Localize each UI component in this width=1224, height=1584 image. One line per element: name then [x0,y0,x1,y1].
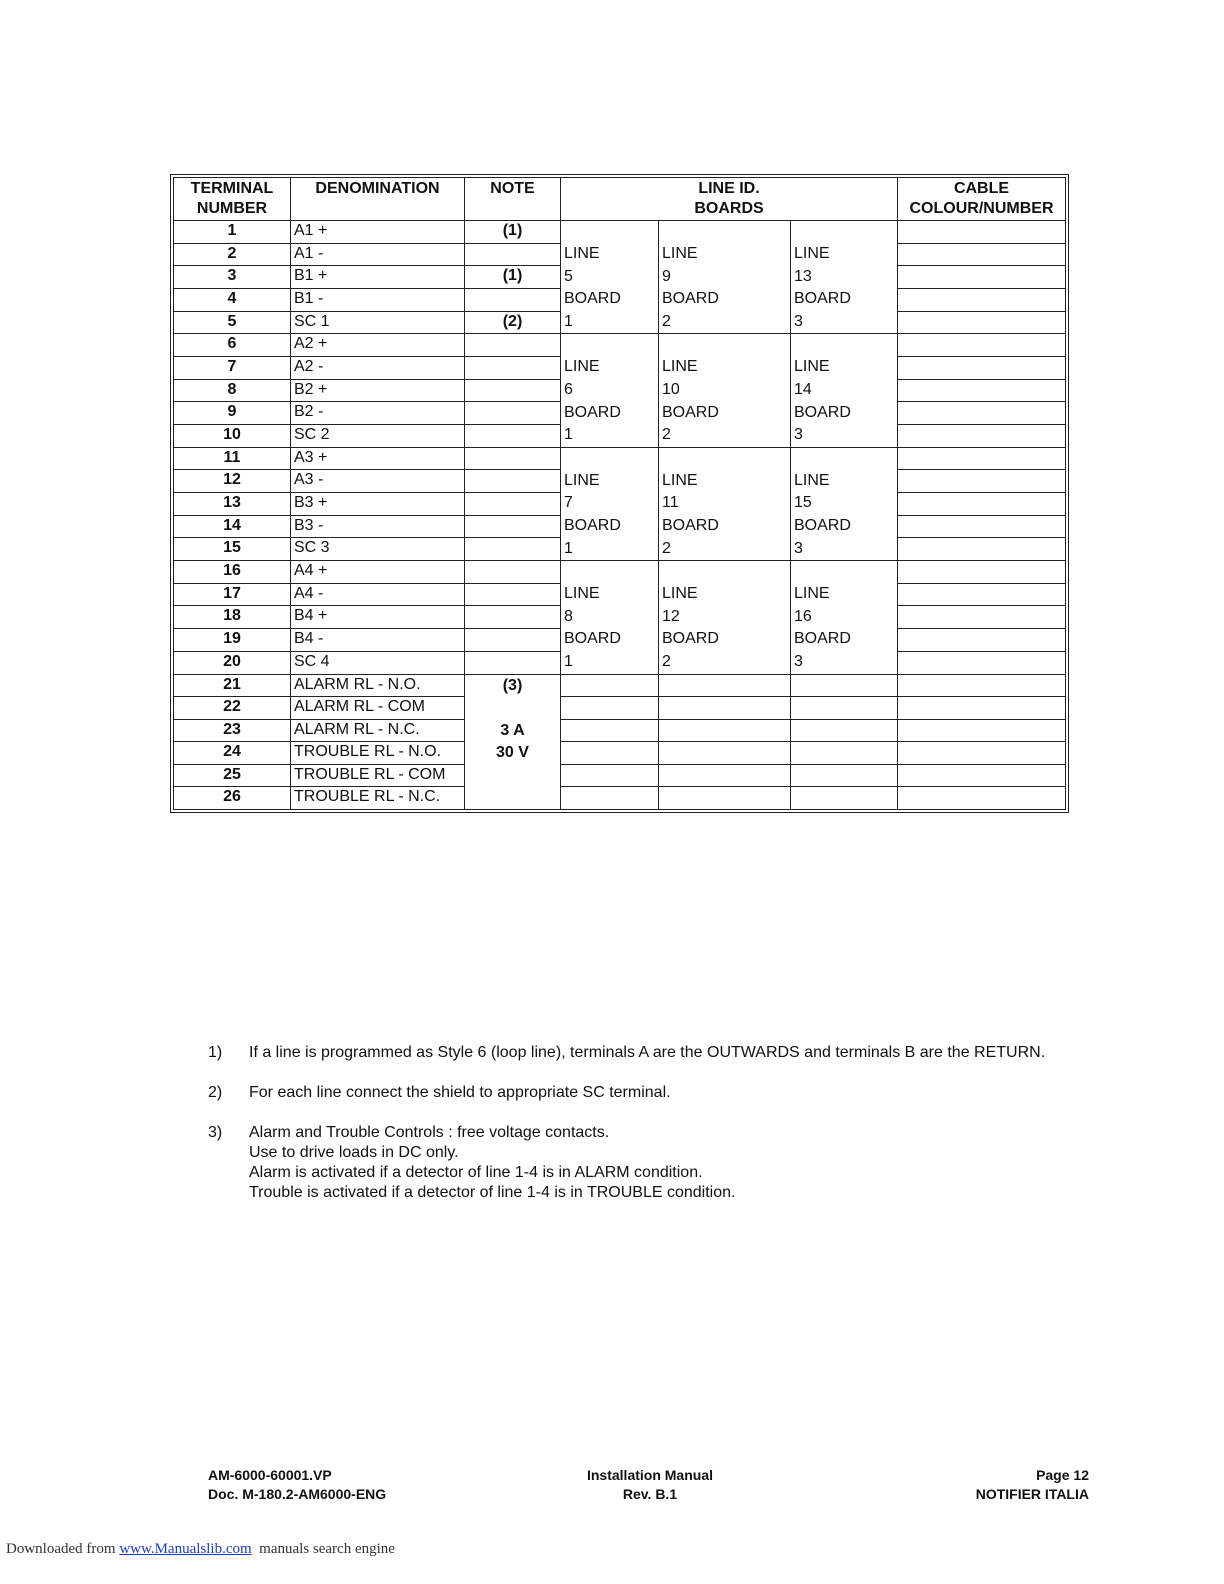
terminal-table [173,177,1066,810]
table-row [174,764,1066,787]
cable-colour-cell[interactable] [898,266,1066,289]
doc-number: Doc. M-180.2-AM6000-ENG [208,1486,387,1502]
denomination-cell: B2 - [291,402,465,425]
note-cell [465,243,561,266]
note-cell: (1) [465,221,561,244]
note-cell [465,357,561,380]
terminal-number-cell: 9 [174,402,291,425]
line-board-cell: LINE 7 BOARD 1 [561,447,659,560]
terminal-number-cell: 2 [174,243,291,266]
cable-colour-cell[interactable] [898,447,1066,470]
line-board-cell: LINE 5 BOARD 1 [561,221,659,334]
denomination-cell: A3 - [291,470,465,493]
footnote-item [208,1083,1045,1103]
cable-colour-cell[interactable] [898,606,1066,629]
terminal-number-cell: 16 [174,561,291,584]
cable-colour-cell[interactable] [898,493,1066,516]
note-cell [465,447,561,470]
cable-colour-cell[interactable] [898,515,1066,538]
manual-title: Installation Manual [586,1467,713,1483]
empty-line-cell [561,719,659,742]
denomination-cell: SC 2 [291,425,465,448]
line-board-cell: LINE 11 BOARD 2 [659,447,791,560]
terminal-number-cell: 15 [174,538,291,561]
denomination-cell: A4 - [291,583,465,606]
company-name: NOTIFIER ITALIA [975,1486,1089,1502]
cable-colour-cell[interactable] [898,538,1066,561]
note-cell [465,538,561,561]
cable-colour-cell[interactable] [898,764,1066,787]
denomination-cell: TROUBLE RL - N.O. [291,742,465,765]
empty-line-cell [561,764,659,787]
terminal-number-cell: 1 [174,221,291,244]
cable-colour-cell[interactable] [898,221,1066,244]
terminal-number-cell: 8 [174,379,291,402]
header-note: NOTE [465,178,561,221]
terminal-number-cell: 11 [174,447,291,470]
cable-colour-cell[interactable] [898,311,1066,334]
denomination-cell: ALARM RL - N.C. [291,719,465,742]
footnote-item [208,1123,1045,1203]
terminal-number-cell: 23 [174,719,291,742]
note-cell: (2) [465,311,561,334]
line-board-cell: LINE 9 BOARD 2 [659,221,791,334]
cable-colour-cell[interactable] [898,357,1066,380]
footnote-line: Trouble is activated if a detector of line 1-4 is in TROUBLE condition. [249,1184,736,1201]
revision: Rev. B.1 [622,1486,678,1502]
empty-line-cell [659,764,791,787]
terminal-number-cell: 25 [174,764,291,787]
footnote-line: Use to drive loads in DC only. [249,1144,459,1161]
cable-colour-cell[interactable] [898,651,1066,674]
empty-line-cell [561,697,659,720]
terminal-number-cell: 4 [174,289,291,312]
terminal-number-cell: 3 [174,266,291,289]
denomination-cell: A2 - [291,357,465,380]
denomination-cell: B4 + [291,606,465,629]
terminal-number-cell: 5 [174,311,291,334]
footnote-text [249,1043,1045,1063]
empty-line-cell [791,764,898,787]
terminal-number-cell: 6 [174,334,291,357]
denomination-cell: B3 - [291,515,465,538]
denomination-cell: A4 + [291,561,465,584]
footnotes [208,1043,1045,1223]
footnote-item [208,1043,1045,1063]
line-board-cell: LINE 16 BOARD 3 [791,561,898,674]
empty-line-cell [791,719,898,742]
empty-line-cell [561,787,659,810]
page-number: Page 12 [1036,1467,1089,1483]
note-cell [465,334,561,357]
cable-colour-cell[interactable] [898,289,1066,312]
table-header-row [174,178,1066,221]
table-row [174,674,1066,697]
footer-left [208,1466,386,1504]
table-row [174,561,1066,584]
header-terminal-number: TERMINAL NUMBER [174,178,291,221]
terminal-number-cell: 19 [174,629,291,652]
empty-line-cell [791,697,898,720]
table-row [174,447,1066,470]
line-board-cell: LINE 15 BOARD 3 [791,447,898,560]
denomination-cell: B1 + [291,266,465,289]
table-row [174,742,1066,765]
denomination-cell: A3 + [291,447,465,470]
cable-colour-cell[interactable] [898,629,1066,652]
footnote-line: Alarm and Trouble Controls : free voltage contacts. [249,1124,610,1141]
terminal-number-cell: 26 [174,787,291,810]
empty-line-cell [791,787,898,810]
table-row [174,221,1066,244]
cable-colour-cell[interactable] [898,470,1066,493]
cable-colour-cell[interactable] [898,379,1066,402]
denomination-cell: TROUBLE RL - N.C. [291,787,465,810]
table-row [174,787,1066,810]
download-prefix: Downloaded from [6,1541,120,1557]
terminal-number-cell: 12 [174,470,291,493]
download-credit [6,1541,395,1558]
terminal-number-cell: 24 [174,742,291,765]
cable-colour-cell[interactable] [898,674,1066,697]
line-board-cell: LINE 8 BOARD 1 [561,561,659,674]
terminal-number-cell: 14 [174,515,291,538]
footnote-number: 3) [208,1124,223,1141]
cable-colour-cell[interactable] [898,334,1066,357]
denomination-cell: ALARM RL - N.O. [291,674,465,697]
terminal-table-frame [170,174,1069,813]
footer-right [976,1466,1089,1504]
empty-line-cell [791,674,898,697]
line-board-cell: LINE 10 BOARD 2 [659,334,791,447]
footer-center [580,1466,720,1504]
note-cell [465,561,561,584]
footnote-number: 2) [208,1084,223,1101]
terminal-number-cell: 13 [174,493,291,516]
empty-line-cell [659,697,791,720]
cable-colour-cell[interactable] [898,243,1066,266]
note-cell [465,651,561,674]
empty-line-cell [561,674,659,697]
table-row [174,334,1066,357]
header-line-id-boards: LINE ID. BOARDS [561,178,898,221]
header-cable-colour-number: CABLE COLOUR/NUMBER [898,178,1066,221]
note-cell [465,425,561,448]
empty-line-cell [659,787,791,810]
denomination-cell: A2 + [291,334,465,357]
line-board-cell: LINE 12 BOARD 2 [659,561,791,674]
cable-colour-cell[interactable] [898,583,1066,606]
line-board-cell: LINE 6 BOARD 1 [561,334,659,447]
note-cell [465,606,561,629]
denomination-cell: SC 3 [291,538,465,561]
footnote-line: For each line connect the shield to appropriate SC terminal. [249,1084,671,1101]
denomination-cell: B3 + [291,493,465,516]
manualslib-link[interactable]: www.Manualslib.com [119,1541,252,1557]
terminal-number-cell: 18 [174,606,291,629]
table-row [174,697,1066,720]
note-cell: (1) [465,266,561,289]
table-row [174,719,1066,742]
note-cell [465,629,561,652]
cable-colour-cell[interactable] [898,719,1066,742]
denomination-cell: SC 4 [291,651,465,674]
footnote-line: Alarm is activated if a detector of line 1-4 is in ALARM condition. [249,1164,703,1181]
cable-colour-cell[interactable] [898,561,1066,584]
download-suffix: manuals search engine [251,1541,395,1557]
empty-line-cell [791,742,898,765]
footnote-text [249,1083,671,1103]
denomination-cell: B2 + [291,379,465,402]
note-cell [465,493,561,516]
terminal-number-cell: 7 [174,357,291,380]
footnote-number: 1) [208,1044,223,1061]
denomination-cell: B4 - [291,629,465,652]
terminal-number-cell: 21 [174,674,291,697]
footnote-line: If a line is programmed as Style 6 (loop line), terminals A are the OUTWARDS and terminals B are the RETURN. [249,1044,1046,1061]
empty-line-cell [659,719,791,742]
denomination-cell: TROUBLE RL - COM [291,764,465,787]
cable-colour-cell[interactable] [898,697,1066,720]
denomination-cell: ALARM RL - COM [291,697,465,720]
note-cell [465,379,561,402]
terminal-number-cell: 10 [174,425,291,448]
denomination-cell: A1 + [291,221,465,244]
cable-colour-cell[interactable] [898,787,1066,810]
empty-line-cell [659,742,791,765]
denomination-cell: B1 - [291,289,465,312]
note-cell [465,289,561,312]
denomination-cell: A1 - [291,243,465,266]
footnote-text [249,1123,735,1203]
note-cell [465,583,561,606]
empty-line-cell [659,674,791,697]
note-cell [465,515,561,538]
empty-line-cell [561,742,659,765]
cable-colour-cell[interactable] [898,402,1066,425]
note-cell [465,402,561,425]
line-board-cell: LINE 14 BOARD 3 [791,334,898,447]
doc-code: AM-6000-60001.VP [208,1467,332,1483]
denomination-cell: SC 1 [291,311,465,334]
note-cell [465,470,561,493]
relay-rating-note: (3) 3 A 30 V [465,674,561,810]
line-board-cell: LINE 13 BOARD 3 [791,221,898,334]
terminal-number-cell: 20 [174,651,291,674]
cable-colour-cell[interactable] [898,425,1066,448]
terminal-number-cell: 17 [174,583,291,606]
terminal-number-cell: 22 [174,697,291,720]
cable-colour-cell[interactable] [898,742,1066,765]
header-denomination: DENOMINATION [291,178,465,221]
